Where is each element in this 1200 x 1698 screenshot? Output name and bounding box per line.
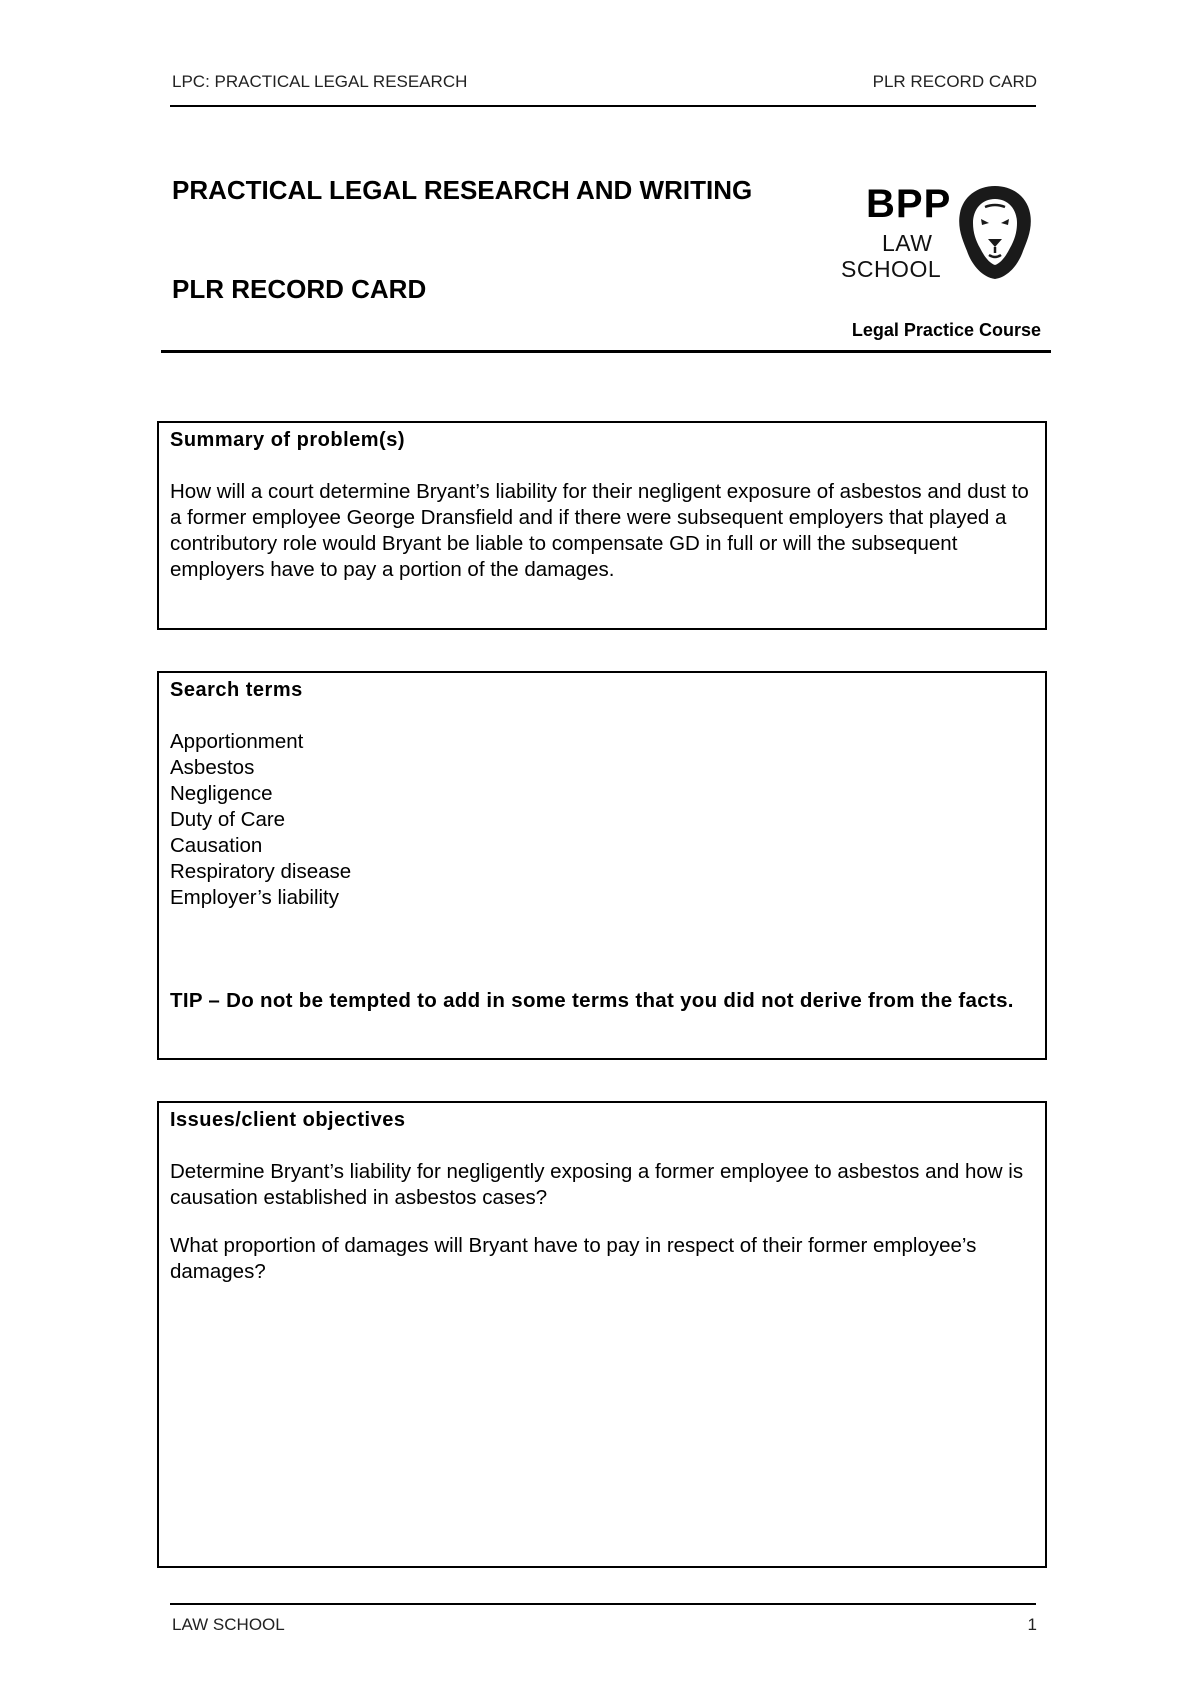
search-term: Respiratory disease — [170, 860, 352, 883]
summary-box — [157, 421, 1047, 630]
search-term: Duty of Care — [170, 808, 286, 831]
issues-paragraph-1: Determine Bryant’s liability for negligently exposing a former employee to asbestos and how is causation established in asbestos cases? — [170, 1160, 1024, 1209]
search-terms-box — [157, 671, 1047, 1060]
lion-head-icon — [955, 183, 1035, 281]
search-tip: TIP – Do not be tempted to add in some terms that you did not derive from the facts. — [170, 989, 1014, 1012]
running-header-right: PLR RECORD CARD — [872, 72, 1037, 91]
summary-heading: Summary of problem(s) — [170, 429, 405, 451]
search-term: Negligence — [170, 782, 273, 805]
footer-rule — [170, 1603, 1036, 1605]
title-rule — [161, 350, 1051, 353]
bpp-law-school-logo — [838, 182, 1058, 292]
search-term: Asbestos — [170, 756, 255, 779]
search-terms-list — [170, 729, 1035, 911]
footer-left: LAW SCHOOL — [172, 1615, 285, 1634]
search-term: Causation — [170, 834, 263, 857]
search-term: Employer’s liability — [170, 886, 339, 909]
document-title: PRACTICAL LEGAL RESEARCH AND WRITING — [172, 175, 753, 205]
header-rule — [170, 105, 1036, 107]
issues-box — [157, 1101, 1047, 1568]
summary-text: How will a court determine Bryant’s liability for their negligent exposure of asbestos and dust to a former employee George Dransfield and if there were subsequent employers that played a contributory role would Bryant be liable to compensate GD in full or will the subsequent employers have to pay a portion of the damages. — [170, 480, 1029, 581]
issues-heading: Issues/client objectives — [170, 1109, 406, 1131]
search-term: Apportionment — [170, 730, 304, 753]
logo-line2: SCHOOL — [841, 256, 942, 282]
document-subtitle: PLR RECORD CARD — [172, 274, 427, 304]
course-label: Legal Practice Course — [851, 320, 1041, 340]
running-header-left: LPC: PRACTICAL LEGAL RESEARCH — [172, 72, 468, 91]
issues-paragraph-2: What proportion of damages will Bryant have to pay in respect of their former employee’s damages? — [170, 1234, 977, 1283]
search-terms-heading: Search terms — [170, 679, 303, 701]
logo-brand: BPP — [866, 182, 952, 226]
logo-line1: LAW — [882, 230, 933, 256]
page-number: 1 — [1027, 1615, 1037, 1634]
